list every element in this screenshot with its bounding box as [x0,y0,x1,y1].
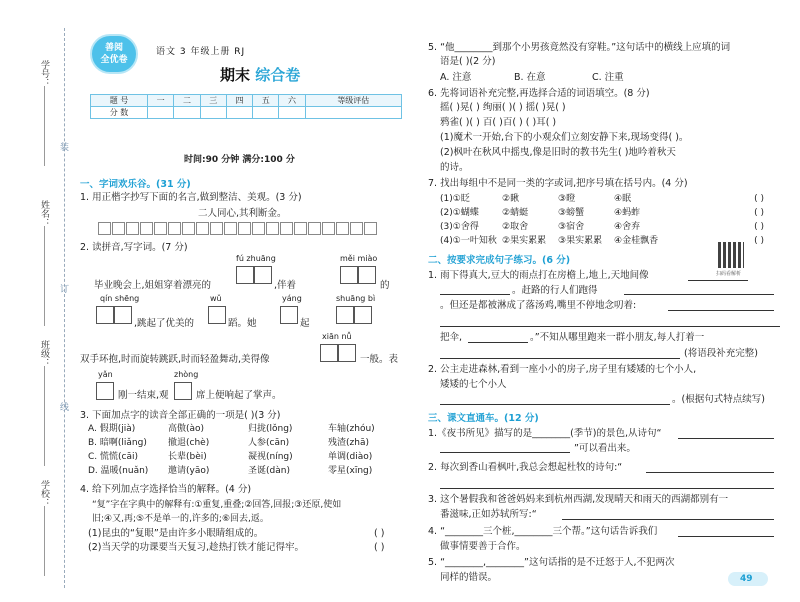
q3-options [88,422,408,478]
t5-line-2: 同样的错误。 [440,572,498,583]
exam-time: 时间:90 分钟 满分:100 分 [184,155,295,165]
score-row-label: 分 数 [91,107,148,119]
q5-option-a[interactable]: A. 注意 [440,72,472,83]
q6-fill-2b: 的诗。 [440,162,469,173]
score-col: 二 [174,95,200,107]
binding-mark: 订 [60,285,70,295]
t2: 2. 每次到香山看枫叶,我总会想起杜牧的诗句:“ [428,462,623,473]
q4-definitions-2: 旧;④又,再;⑤不是单一的,许多的;⑥回去,返。 [92,514,269,524]
t5-line-1: 5. “________,________”这句话指的是不迁怒于人,不犯两次 [428,557,675,568]
question-5-b: 语是( )(2 分) [440,56,496,67]
answer-line[interactable] [688,270,748,281]
answer-line[interactable] [440,442,570,453]
answer-line[interactable] [440,284,510,295]
left-column [78,26,410,586]
answer-boxes[interactable] [320,344,356,362]
answer-line[interactable] [668,300,774,311]
q7-row: (1)①眨 ②瞅 ③瞪 ④眠 ( ) [440,194,764,204]
q2-line-a-mid: ,伴着 [274,280,297,291]
score-col: 五 [253,95,279,107]
answer-paren[interactable]: ( ) [374,542,385,553]
logo-line1: 善阅 [104,43,123,53]
page-title [220,64,300,85]
answer-boxes[interactable] [96,306,132,324]
score-cell[interactable] [226,107,252,119]
score-cell[interactable] [279,107,305,119]
answer-paren[interactable]: ( ) [754,236,764,246]
qr-code-icon[interactable] [718,242,744,268]
answer-boxes[interactable] [336,306,372,324]
answer-line[interactable] [562,509,774,520]
answer-boxes[interactable] [340,266,376,284]
qr-caption: 扫码看解析 [716,271,742,277]
q4-item-2: (2)当天学的功课要当天复习,趁热打铁才能记得牢。 [88,542,304,553]
score-cell[interactable] [305,107,401,119]
answer-boxes[interactable] [96,382,114,400]
t3-line-1: 3. 这个暑假我和爸爸妈妈来到杭州西湖,发现晴天和雨天的西湖都别有一 [428,494,729,505]
answer-paren[interactable]: ( ) [374,528,385,539]
id-label: 学号： [39,60,49,87]
subject-info: 语文 3 年级上册 RJ [156,47,246,57]
question-7: 7. 找出每组中不是同一类的字或词,把序号填在括号内。(4 分) [428,178,688,189]
answer-line[interactable] [440,478,774,489]
pinyin: yǎn [98,370,113,379]
t1-line-2: ”可以看出来。 [574,443,636,454]
brand-logo [90,34,138,74]
q4-definitions: “复”字在字典中的解释有:①重复,重叠;②回答,回报;③还原,使如 [92,500,342,510]
answer-boxes[interactable] [208,306,226,324]
section-1-title: 一、字词欢乐谷。(31 分) [80,179,191,190]
t4-line-1: 4. “________三个桩,________三个帮。”这句话告诉我们 [428,526,658,537]
r2-note: 。(根据句式特点续写) [672,394,765,405]
pinyin: fú zhuāng [236,254,276,263]
score-cell[interactable] [253,107,279,119]
q3-option-row[interactable]: B. 暗啊(liǎng) 撤退(chè) 人参(cān) 残渣(zhā) [88,438,369,448]
q2-line-d-end: 席上便响起了掌声。 [196,390,282,401]
title-highlight: 综合卷 [255,66,301,84]
score-value-row [91,107,402,119]
section-2-title: 二、按要求完成句子练习。(6 分) [428,255,571,266]
school-line [44,506,45,576]
answer-line[interactable] [440,348,680,359]
logo-line2: 全优卷 [100,55,128,65]
q5-option-c[interactable]: C. 注重 [592,72,624,83]
q3-option-row[interactable]: D. 温暖(nuǎn) 邀请(yāo) 圣诞(dàn) 零星(xīng) [88,466,373,476]
t4-line-2: 做事情要善于合作。 [440,541,526,552]
pinyin: xiān nǚ [322,332,352,341]
answer-boxes[interactable] [280,306,298,324]
answer-boxes[interactable] [236,266,272,284]
question-4: 4. 给下列加点字选择恰当的解释。(4 分) [80,484,252,495]
q4-item-1: (1)昆虫的“复眼”是由许多小眼睛组成的。 [88,528,264,539]
answer-line[interactable] [624,284,774,295]
question-2: 2. 读拼音,写字词。(7 分) [80,242,188,253]
score-col: 六 [279,95,305,107]
name-line [44,226,45,326]
q7-groups [440,192,764,248]
name-label: 姓名： [39,200,49,227]
q3-option-row[interactable]: C. 慌慌(cāi) 长辈(bèi) 凝视(níng) 单调(diào) [88,452,373,462]
r1-line-3: 。但还是都被淋成了落汤鸡,嘴里不停地念叨着: [440,300,637,311]
answer-line[interactable] [440,316,780,327]
binding-mark: 线 [60,403,70,413]
answer-line[interactable] [678,526,774,537]
pinyin: qín shēng [100,294,140,303]
question-5: 5. “他________到那个小男孩竟然没有穿鞋。”这句话中的横线上应填的词 [428,42,731,53]
q2-line-b-end: 起 [300,318,310,329]
answer-paren[interactable]: ( ) [754,222,764,232]
right-column [428,40,780,583]
q6-row-1[interactable]: 摇( )晃( ) 绚丽( )( ) 摇( )晃( ) [440,102,566,113]
pinyin: měi miào [340,254,378,263]
q2-line-c: 双手环抱,时而旋转跳跃,时而轻盈舞动,美得像 [80,354,270,365]
pinyin: yáng [282,294,302,303]
score-col: 四 [226,95,252,107]
score-col: 题 号 [91,95,148,107]
r2-line-2: 矮矮的七个小人 [440,379,507,390]
q5-option-b[interactable]: B. 在意 [514,72,546,83]
page-number: 49 [740,574,753,584]
q7-row: (2)①蝴蝶 ②蜻蜓 ③螃蟹 ④蚂蚱 ( ) [440,208,764,218]
q2-line-b-mid2: 蹈。她 [228,318,257,329]
q1-quote: 二人同心,其利断金。 [198,208,287,219]
r1-note: (将语段补充完整) [684,348,758,359]
answer-line[interactable] [440,394,670,405]
r1-line-2: 。赶路的行人们跑得 [512,285,598,296]
answer-boxes[interactable] [174,382,192,400]
q2-line-a-end: 的 [380,280,390,291]
id-line [44,86,45,166]
score-col: 一 [148,95,174,107]
score-table [90,94,402,119]
q2-line-a: 毕业晚会上,姐姐穿着漂亮的 [94,280,212,291]
title-main: 期末 [220,66,251,84]
binding-mark: 装 [60,143,70,153]
score-cell[interactable] [148,107,174,119]
score-header-row [91,95,402,107]
r2-line-1: 2. 公主走进森林,看到一座小小的房子,房子里有矮矮的七个小人, [428,364,697,375]
answer-line[interactable] [678,428,774,439]
school-label: 学校： [39,480,49,507]
q7-row: (4)①一叶知秋 ②果实累累 ③果实累累 ④金桂飘香 ( ) [440,236,764,246]
cut-line [64,28,65,588]
answer-line[interactable] [468,332,528,343]
r1-line-4b: 。”不知从哪里跑来一群小朋友,每人打着一 [530,332,705,343]
answer-paren[interactable]: ( ) [754,194,764,204]
binding-margin [0,0,70,602]
q7-row: (3)①舍得 ②取舍 ③宿舍 ④舍弃 ( ) [440,222,764,232]
score-col: 等级评估 [305,95,401,107]
q3-option-row[interactable]: A. 假期(jià) 高傲(ào) 归拢(lǒng) 车轴(zhóu) [88,424,375,434]
q2-line-d-mid: 刚一结束,观 [118,390,169,401]
section-3-title: 三、课文直通车。(12 分) [428,413,539,424]
class-label: 班级： [39,340,49,367]
q6-row-2[interactable]: 鸦雀( )( ) 百( )百( ) ( )耳( ) [440,117,557,128]
q6-fill-2[interactable]: (2)枫叶在秋风中摇曳,像是旧时的教书先生( )地吟着秋天 [440,147,676,158]
score-col: 三 [200,95,226,107]
answer-paren[interactable]: ( ) [754,208,764,218]
r1-line-4: 把伞, [440,332,463,343]
q6-fill-1[interactable]: (1)魔术一开始,台下的小观众们立刻安静下来,现场变得( )。 [440,132,689,143]
score-cell[interactable] [200,107,226,119]
answer-line[interactable] [646,462,774,473]
pinyin: wǔ [210,294,222,303]
t3-line-2: 番滋味,正如苏轼所写:“ [440,509,537,520]
q2-line-b-mid: ,跳起了优美的 [134,318,195,329]
question-3: 3. 下面加点字的读音全部正确的一项是( )(3 分) [80,410,281,421]
r1-line-1: 1. 雨下得真大,豆大的雨点打在房檐上,地上,天地间像 [428,270,649,281]
score-cell[interactable] [174,107,200,119]
pinyin: shuāng bì [336,294,376,303]
question-6: 6. 先将词语补充完整,再选择合适的词语填空。(8 分) [428,88,650,99]
copy-grid[interactable] [98,222,378,235]
question-1: 1. 用正楷字抄写下面的名言,做到整洁、美观。(3 分) [80,192,302,203]
t1-line-1: 1.《夜书所见》描写的是________(季节)的景色,从诗句“ [428,428,662,439]
q2-line-c-end: 一般。表 [360,354,399,365]
class-line [44,366,45,466]
pinyin: zhòng [174,370,199,379]
